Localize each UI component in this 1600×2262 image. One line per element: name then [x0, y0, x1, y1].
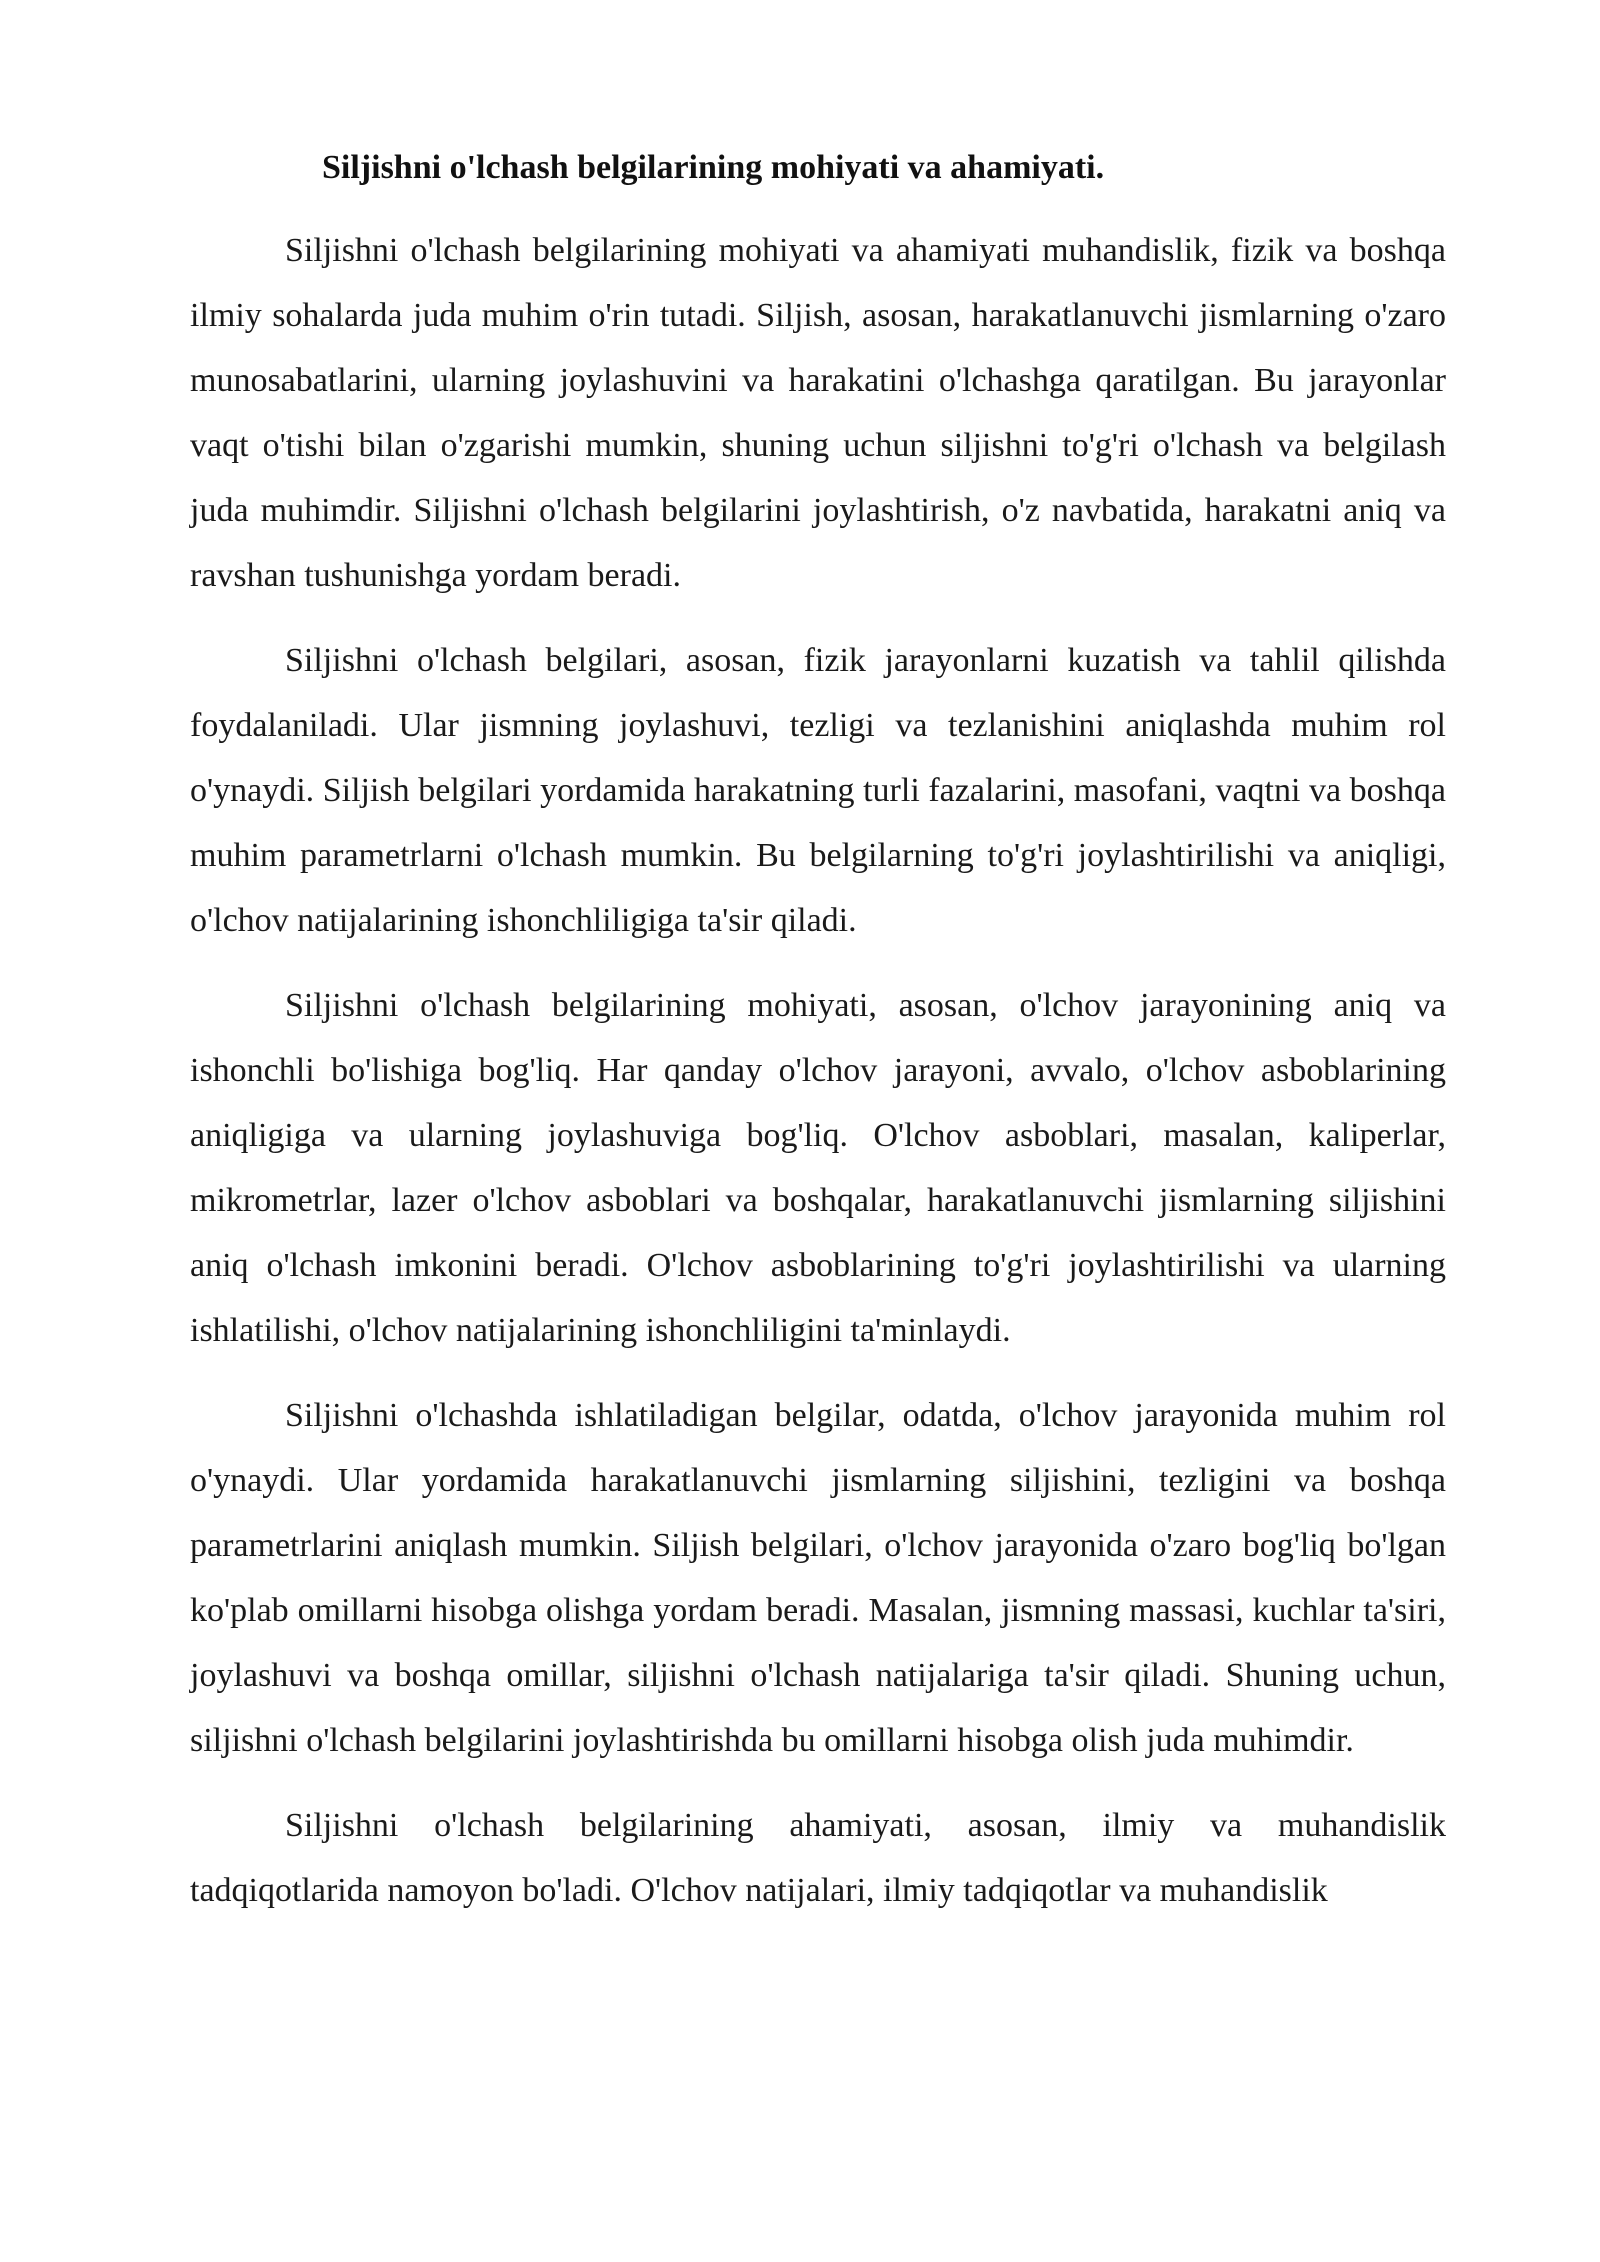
document-title: Siljishni o'lchash belgilarining mohiyati va ahamiyati.: [322, 149, 1105, 186]
paragraph-4: Siljishni o'lchashda ishlatiladigan belgilar, odatda, o'lchov jarayonida muhim rol o'ynaydi. Ular yordamida harakatlanuvchi jismlarning siljishini, tezligini va boshqa parametrlarini aniqlash mumkin. Siljish belgilari, o'lchov jarayonida o'zaro bog'liq bo'lgan ko'plab omillarni hisobga olishga yordam beradi. Masalan, jismning massasi, kuchlar ta'siri, joylashuvi va boshqa omillar, siljishni o'lchash natijalariga ta'sir qiladi. Shuning uchun, siljishni o'lchash belgilarini joylashtirishda bu omillarni hisobga olish juda muhimdir.: [190, 1397, 1446, 1759]
paragraph-2: Siljishni o'lchash belgilari, asosan, fizik jarayonlarni kuzatish va tahlil qilishda foydalaniladi. Ular jismning joylashuvi, tezligi va tezlanishini aniqlashda muhim rol o'ynaydi. Siljish belgilari yordamida harakatning turli fazalarini, masofani, vaqtni va boshqa muhim parametrlarni o'lchash mumkin. Bu belgilarning to'g'ri joylashtirilishi va aniqligi, o'lchov natijalarining ishonchliligiga ta'sir qiladi.: [190, 642, 1446, 939]
paragraph-1: Siljishni o'lchash belgilarining mohiyati va ahamiyati muhandislik, fizik va boshqa ilmiy sohalarda juda muhim o'rin tutadi. Siljish, asosan, harakatlanuvchi jismlarning o'zaro munosabatlarini, ularning joylashuvini va harakatini o'lchashga qaratilgan. Bu jarayonlar vaqt o'tishi bilan o'zgarishi mumkin, shuning uchun siljishni to'g'ri o'lchash va belgilash juda muhimdir. Siljishni o'lchash belgilarini joylashtirish, o'z navbatida, harakatni aniq va ravshan tushunishga yordam beradi.: [190, 232, 1446, 594]
paragraph-3: Siljishni o'lchash belgilarining mohiyati, asosan, o'lchov jarayonining aniq va ishonchli bo'lishiga bog'liq. Har qanday o'lchov jarayoni, avvalo, o'lchov asboblarining aniqligiga va ularning joylashuviga bog'liq. O'lchov asboblari, masalan, kaliperlar, mikrometrlar, lazer o'lchov asboblari va boshqalar, harakatlanuvchi jismlarning siljishini aniq o'lchash imkonini beradi. O'lchov asboblarining to'g'ri joylashtirilishi va ularning ishlatilishi, o'lchov natijalarining ishonchliligini ta'minlaydi.: [190, 987, 1446, 1349]
paragraph-5: Siljishni o'lchash belgilarining ahamiyati, asosan, ilmiy va muhandislik tadqiqotlarida namoyon bo'ladi. O'lchov natijalari, ilmiy tadqiqotlar va muhandislik: [190, 1807, 1446, 1909]
document-body: [190, 148, 1446, 1943]
